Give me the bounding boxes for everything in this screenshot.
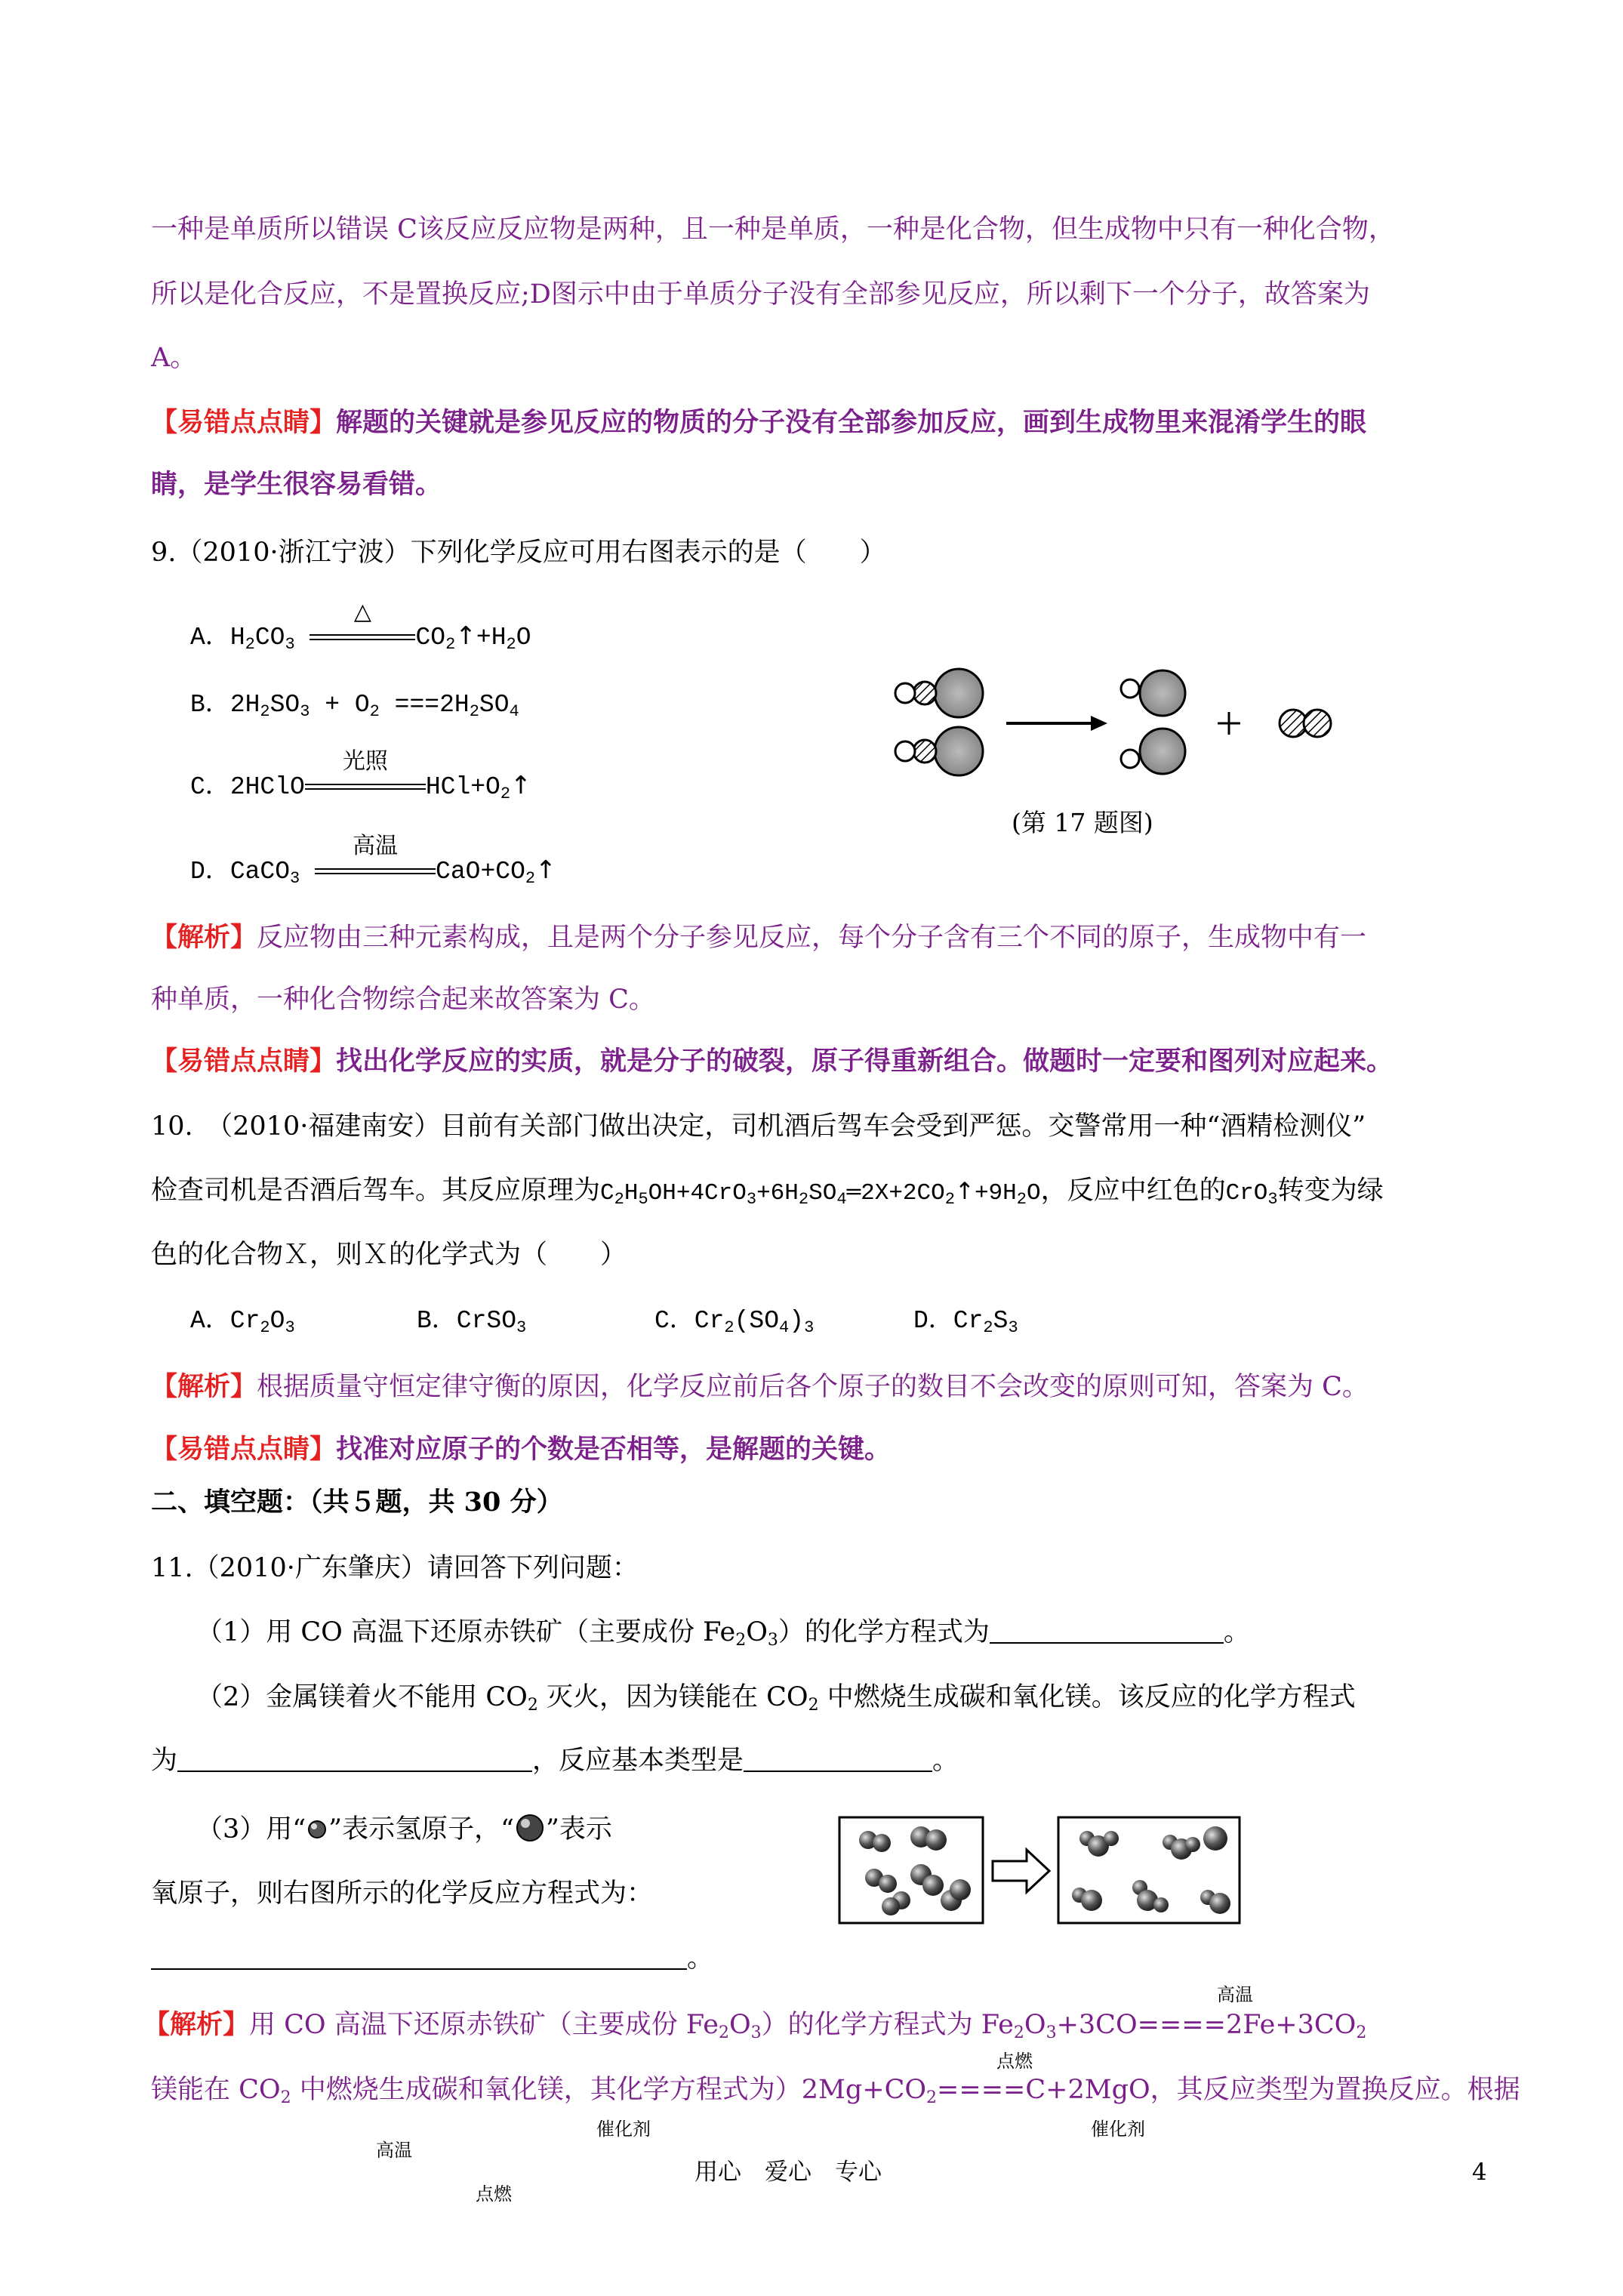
hydrogen-atom-icon <box>306 1818 328 1841</box>
answer-line <box>151 1370 1369 1404</box>
text: 。 <box>932 1746 959 1776</box>
tip-text: 找准对应原子的个数是否相等，是解题的关键。 <box>336 1434 892 1465</box>
tip-tag: 【易错点点睛】 <box>151 1046 337 1077</box>
text: +3CO====2Fe+3CO <box>1056 2010 1357 2040</box>
text-line: 所以是化合反应，不是置换反应;D图示中由于单质分子没有全部参见反应，所以剩下一个分子，故答案为 <box>151 279 1370 310</box>
text: ”表示氢原子，“ <box>328 1814 514 1845</box>
q10-option-c: C．$Cr_2(SO_4)_3$ <box>654 1307 815 1337</box>
page-number: 4 <box>1472 2159 1487 2186</box>
reactant-molecule <box>895 727 983 775</box>
answer-tag: 【解析】 <box>151 1371 257 1402</box>
text: 镁能在 CO <box>151 2075 281 2105</box>
tip-text: 解题的关键就是参见反应的物质的分子没有全部参加反应，画到生成物里来混淆学生的眼 <box>336 407 1367 438</box>
answer-line <box>143 2008 1366 2050</box>
product-molecule <box>1121 729 1185 774</box>
text: ）的化学方程式为 <box>778 1617 990 1647</box>
question-10-line: 10. （2010·福建南安）目前有关部门做出决定，司机酒后驾车会受到严惩。交警常用一种“酒精检测仪” <box>151 1111 1366 1142</box>
condition-text: △ <box>353 599 371 625</box>
q11-part-2: （2）金属镁着火不能用 $CO_2$ 灭火，因为镁能在 $CO_2$ 中燃烧生成碳和氧化镁。该反应的化学方程式 <box>196 1682 1356 1715</box>
text: 为 <box>151 1746 178 1776</box>
condition <box>310 599 415 655</box>
plus-sign <box>1218 712 1240 735</box>
option-label: A． <box>190 624 230 652</box>
condition-label: 催化剂 <box>596 2119 651 2140</box>
answer-blank[interactable] <box>177 1746 532 1772</box>
text: 中燃烧生成碳和氧化镁，其化学方程式为）2Mg+CO <box>291 2075 927 2105</box>
text: 检查司机是否酒后驾车。其反应原理为 <box>151 1176 601 1206</box>
q9-option-b: B．$2H_2SO_3 + O_2 ===2H_2SO_4$ <box>190 691 519 721</box>
text: CaO+CO <box>436 858 525 886</box>
reactant-molecule <box>895 669 983 717</box>
option-label: B． <box>190 691 230 719</box>
product-element-molecule <box>1280 710 1331 737</box>
text: D．Cr <box>913 1307 984 1335</box>
condition-label: 高温 <box>1217 1984 1253 2005</box>
tip-tag: 【易错点点睛】 <box>151 407 337 438</box>
option-label: C． <box>190 773 230 801</box>
water-formation-figure <box>838 1816 1261 1929</box>
tip-line <box>151 1045 1393 1078</box>
question-11-stem: 11.（2010·广东肇庆）请回答下列问题： <box>151 1553 639 1583</box>
text: C．Cr <box>654 1307 725 1335</box>
option-label: D． <box>190 858 230 886</box>
text-line: A。 <box>151 343 197 373</box>
condition-label: 高温 <box>376 2140 412 2161</box>
answer-text: 用 CO 高温下还原赤铁矿（主要成份 $Fe_2O_3$）的化学方程式为 $Fe_2O_3+3CO====2Fe+3CO_2$ <box>249 2010 1367 2042</box>
text: 用 CO 高温下还原赤铁矿（主要成份 Fe <box>249 2010 719 2040</box>
text: ）的化学方程式为 Fe <box>761 2010 1014 2040</box>
condition-text: 光照 <box>342 748 388 775</box>
molecule-reaction-figure <box>879 657 1363 785</box>
condition-label: 点燃 <box>476 2184 512 2205</box>
text: 中燃烧生成碳和氧化镁。该反应的化学方程式 <box>818 1682 1356 1712</box>
q11-part-1: （1）用 CO 高温下还原赤铁矿（主要成份 $Fe_2O_3$）的化学方程式为 。 <box>196 1617 1250 1650</box>
q11-part-3 <box>196 1812 612 1846</box>
condition-text: 高温 <box>353 833 399 859</box>
text: 转变为绿 <box>1277 1176 1384 1206</box>
text: ”表示 <box>545 1814 612 1845</box>
text: HCl+O <box>425 773 500 801</box>
oxygen-atom-icon <box>514 1812 546 1844</box>
text: ====C+2MgO，其反应类型为置换反应。根据 <box>937 2075 1520 2105</box>
condition <box>315 833 436 889</box>
q9-option-a: A．$H_2CO_3$ △ $CO_2↑+H_2O$ <box>190 619 531 661</box>
q10-option-a: A．$Cr_2O_3$ <box>190 1307 295 1337</box>
text: B．CrSO <box>417 1307 517 1335</box>
q11-part-2-line <box>151 1744 959 1777</box>
answer-line <box>151 921 1366 954</box>
answer-tag: 【解析】 <box>143 2009 250 2040</box>
tip-tag: 【易错点点睛】 <box>151 1434 337 1465</box>
answer-line: 种单质，一种化合物综合起来故答案为 C。 <box>151 985 655 1015</box>
q11-part-3-answer <box>151 1942 713 1975</box>
q9-option-d: D．CaCO$_3$ 高温 $CaO+CO_2↑$ <box>190 853 556 895</box>
answer-text: 反应物由三种元素构成，且是两个分子参见反应，每个分子含有三个不同的原子，生成物中有一 <box>257 923 1367 953</box>
text: （2）金属镁着火不能用 CO <box>196 1682 528 1712</box>
text: A．Cr <box>190 1307 260 1335</box>
equation: $C_2H_5OH+4CrO_3+6H_2SO_4═2X+2CO_2↑+9H_2O$ <box>600 1178 1041 1209</box>
text: (SO <box>734 1307 780 1335</box>
answer-blank[interactable] <box>990 1618 1224 1644</box>
q9-option-c: C．2HClO 光照 $HCl+O_2↑$ <box>190 769 531 811</box>
q10-option-b: B．CrSO$_3$ <box>417 1307 527 1337</box>
text: 灭火，因为镁能在 CO <box>537 1682 808 1712</box>
text-line: 一种是单质所以错误 C该反应反应物是两种，且一种是单质，一种是化合物，但生成物中只有一种化合物， <box>151 214 1395 245</box>
answer-blank[interactable] <box>744 1746 932 1772</box>
text: ，反应基本类型是 <box>532 1746 744 1776</box>
q10-option-d: D．$Cr_2S_3$ <box>913 1307 1018 1337</box>
figure-caption: (第 17 题图) <box>1012 808 1153 837</box>
hollow-arrow <box>993 1850 1049 1892</box>
tip-line <box>151 1433 891 1466</box>
text: （3）用“ <box>196 1814 306 1845</box>
answer-text: 根据质量守恒定律守衡的原因，化学反应前后各个原子的数目不会改变的原则可知，答案为 C。 <box>257 1372 1369 1402</box>
answer-tag: 【解析】 <box>151 922 257 953</box>
section-heading: 二、填空题：（共５题，共 30 分） <box>151 1487 563 1518</box>
text: （1）用 CO 高温下还原赤铁矿（主要成份 Fe <box>196 1617 736 1647</box>
text: + O <box>310 691 370 719</box>
text: ，反应中红色的 <box>1040 1176 1226 1206</box>
reaction-arrow <box>1006 716 1107 731</box>
question-10-line: 色的化合物Ｘ，则Ｘ的化学式为（ ） <box>151 1240 627 1270</box>
tip-text: 找出化学反应的实质，就是分子的破裂，原子得重新组合。做题时一定要和图列对应起来。 <box>336 1046 1394 1077</box>
condition-label: 催化剂 <box>1091 2119 1145 2140</box>
condition <box>305 748 426 804</box>
q11-part-3-line: 氧原子，则右图所示的化学反应方程式为： <box>151 1878 654 1909</box>
tip-line <box>151 406 1366 439</box>
text: ===2H <box>379 691 470 719</box>
question-9-stem: 9.（2010·浙江宁波）下列化学反应可用右图表示的是（ ） <box>151 538 886 568</box>
tip-line: 睛，是学生很容易看错。 <box>151 469 442 500</box>
product-molecule <box>1121 670 1185 716</box>
answer-line: 镁能在 $CO_2$ 中燃烧生成碳和氧化镁，其化学方程式为）$2Mg+CO_2====C+2MgO$，其反应类型为置换反应。根据 <box>151 2075 1520 2107</box>
text: 2HClO <box>229 773 305 801</box>
text: 。 <box>687 1943 714 1974</box>
condition-label: 点燃 <box>996 2051 1033 2072</box>
text: 。 <box>1223 1617 1250 1647</box>
page-footer: 用心 爱心 专心 <box>694 2159 882 2186</box>
answer-blank[interactable] <box>151 1944 687 1970</box>
question-10-line: 检查司机是否酒后驾车。其反应原理为$C_2H_5OH+4CrO_3+6H_2SO_4═2X+2CO_2↑+9H_2O$，反应中红色的CrO$_3$转变为绿 <box>151 1176 1384 1209</box>
